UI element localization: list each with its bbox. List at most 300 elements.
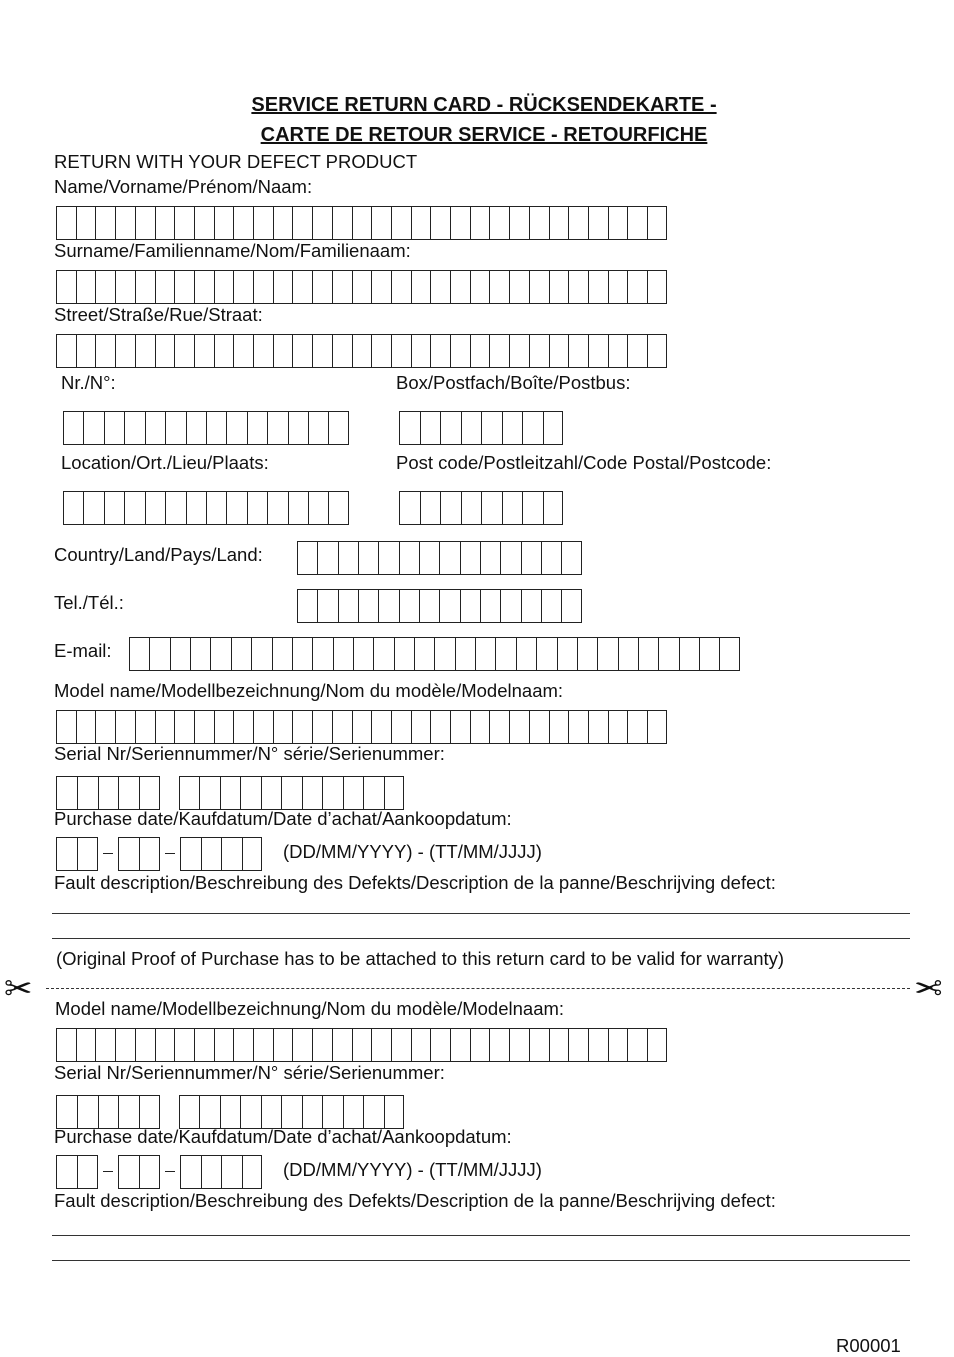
purchase-day-boxes-lower[interactable] [56, 1155, 98, 1189]
entry-box-cell[interactable] [273, 335, 293, 367]
entry-box-cell[interactable] [502, 412, 523, 444]
entry-box-cell[interactable] [363, 1096, 383, 1128]
entry-box-cell[interactable] [516, 638, 536, 670]
entry-box-cell[interactable] [521, 590, 541, 622]
entry-box-cell[interactable] [124, 492, 144, 524]
entry-box-cell[interactable] [411, 271, 431, 303]
entry-box-cell[interactable] [308, 492, 328, 524]
entry-box-cell[interactable] [719, 638, 739, 670]
entry-box-cell[interactable] [618, 638, 638, 670]
entry-box-cell[interactable] [77, 1156, 98, 1188]
entry-box-cell[interactable] [394, 638, 414, 670]
entry-box-cell[interactable] [411, 711, 431, 743]
entry-box-cell[interactable] [500, 542, 520, 574]
entry-box-cell[interactable] [221, 1156, 242, 1188]
model-boxes-lower[interactable] [56, 1028, 667, 1062]
entry-box-cell[interactable] [529, 207, 549, 239]
entry-box-cell[interactable] [352, 335, 372, 367]
entry-box-cell[interactable] [352, 1029, 372, 1061]
entry-box-cell[interactable] [470, 335, 490, 367]
entry-box-cell[interactable] [460, 542, 480, 574]
entry-box-cell[interactable] [411, 207, 431, 239]
entry-box-cell[interactable] [430, 271, 450, 303]
entry-box-cell[interactable] [568, 711, 588, 743]
entry-box-cell[interactable] [180, 838, 201, 870]
entry-box-cell[interactable] [434, 638, 454, 670]
entry-box-cell[interactable] [135, 1029, 155, 1061]
entry-box-cell[interactable] [343, 777, 363, 809]
entry-box-cell[interactable] [549, 1029, 569, 1061]
entry-box-cell[interactable] [135, 207, 155, 239]
entry-box-cell[interactable] [95, 271, 115, 303]
entry-box-cell[interactable] [194, 1029, 214, 1061]
entry-box-cell[interactable] [333, 638, 353, 670]
entry-box-cell[interactable] [186, 412, 206, 444]
entry-box-cell[interactable] [292, 1029, 312, 1061]
location-boxes[interactable] [63, 491, 349, 525]
entry-box-cell[interactable] [118, 838, 139, 870]
entry-box-cell[interactable] [430, 1029, 450, 1061]
entry-box-cell[interactable] [475, 638, 495, 670]
entry-box-cell[interactable] [155, 711, 175, 743]
entry-box-cell[interactable] [343, 1096, 363, 1128]
entry-box-cell[interactable] [338, 590, 358, 622]
entry-box-cell[interactable] [419, 542, 439, 574]
entry-box-cell[interactable] [391, 1029, 411, 1061]
entry-box-cell[interactable] [312, 271, 332, 303]
entry-box-cell[interactable] [253, 711, 273, 743]
entry-box-cell[interactable] [450, 335, 470, 367]
entry-box-cell[interactable] [247, 492, 267, 524]
entry-box-cell[interactable] [77, 1096, 98, 1128]
entry-box-cell[interactable] [500, 590, 520, 622]
entry-box-cell[interactable] [56, 1029, 76, 1061]
entry-box-cell[interactable] [165, 492, 185, 524]
serial-number-boxes[interactable] [179, 776, 404, 810]
entry-box-cell[interactable] [608, 1029, 628, 1061]
entry-box-cell[interactable] [281, 777, 301, 809]
entry-box-cell[interactable] [253, 271, 273, 303]
entry-box-cell[interactable] [174, 207, 194, 239]
entry-box-cell[interactable] [455, 638, 475, 670]
entry-box-cell[interactable] [95, 335, 115, 367]
serial-prefix-boxes[interactable] [56, 776, 160, 810]
entry-box-cell[interactable] [104, 412, 124, 444]
entry-box-cell[interactable] [481, 492, 502, 524]
entry-box-cell[interactable] [440, 412, 461, 444]
entry-box-cell[interactable] [145, 412, 165, 444]
entry-box-cell[interactable] [253, 1029, 273, 1061]
entry-box-cell[interactable] [470, 711, 490, 743]
entry-box-cell[interactable] [312, 638, 332, 670]
entry-box-cell[interactable] [170, 638, 190, 670]
entry-box-cell[interactable] [214, 271, 234, 303]
entry-box-cell[interactable] [261, 777, 281, 809]
entry-box-cell[interactable] [77, 838, 98, 870]
entry-box-cell[interactable] [214, 711, 234, 743]
entry-box-cell[interactable] [627, 207, 647, 239]
entry-box-cell[interactable] [627, 335, 647, 367]
entry-box-cell[interactable] [56, 335, 76, 367]
entry-box-cell[interactable] [638, 638, 658, 670]
entry-box-cell[interactable] [179, 1096, 199, 1128]
entry-box-cell[interactable] [56, 838, 77, 870]
entry-box-cell[interactable] [317, 590, 337, 622]
entry-box-cell[interactable] [543, 412, 564, 444]
entry-box-cell[interactable] [186, 492, 206, 524]
entry-box-cell[interactable] [460, 590, 480, 622]
entry-box-cell[interactable] [419, 590, 439, 622]
entry-box-cell[interactable] [411, 335, 431, 367]
entry-box-cell[interactable] [480, 542, 500, 574]
entry-box-cell[interactable] [194, 335, 214, 367]
street-boxes[interactable] [56, 334, 667, 368]
entry-box-cell[interactable] [588, 1029, 608, 1061]
entry-box-cell[interactable] [450, 271, 470, 303]
entry-box-cell[interactable] [76, 711, 96, 743]
entry-box-cell[interactable] [543, 492, 564, 524]
entry-box-cell[interactable] [322, 777, 342, 809]
entry-box-cell[interactable] [450, 1029, 470, 1061]
entry-box-cell[interactable] [371, 335, 391, 367]
entry-box-cell[interactable] [180, 1156, 201, 1188]
entry-box-cell[interactable] [568, 335, 588, 367]
tel-boxes[interactable] [297, 589, 582, 623]
entry-box-cell[interactable] [420, 412, 441, 444]
entry-box-cell[interactable] [242, 838, 263, 870]
entry-box-cell[interactable] [233, 1029, 253, 1061]
entry-box-cell[interactable] [174, 711, 194, 743]
entry-box-cell[interactable] [568, 1029, 588, 1061]
entry-box-cell[interactable] [391, 711, 411, 743]
entry-box-cell[interactable] [627, 1029, 647, 1061]
entry-box-cell[interactable] [214, 335, 234, 367]
entry-box-cell[interactable] [332, 1029, 352, 1061]
entry-box-cell[interactable] [549, 207, 569, 239]
entry-box-cell[interactable] [214, 207, 234, 239]
entry-box-cell[interactable] [439, 590, 459, 622]
entry-box-cell[interactable] [502, 492, 523, 524]
entry-box-cell[interactable] [568, 271, 588, 303]
entry-box-cell[interactable] [63, 412, 83, 444]
entry-box-cell[interactable] [98, 1096, 119, 1128]
entry-box-cell[interactable] [627, 711, 647, 743]
entry-box-cell[interactable] [509, 711, 529, 743]
entry-box-cell[interactable] [288, 492, 308, 524]
entry-box-cell[interactable] [371, 1029, 391, 1061]
entry-box-cell[interactable] [399, 492, 420, 524]
entry-box-cell[interactable] [302, 1096, 322, 1128]
entry-box-cell[interactable] [194, 711, 214, 743]
entry-box-cell[interactable] [220, 1096, 240, 1128]
fault-line-lower[interactable] [52, 1235, 910, 1236]
entry-box-cell[interactable] [312, 207, 332, 239]
entry-box-cell[interactable] [56, 207, 76, 239]
entry-box-cell[interactable] [358, 542, 378, 574]
fault-line-lower[interactable] [52, 1260, 910, 1261]
entry-box-cell[interactable] [647, 711, 667, 743]
entry-box-cell[interactable] [281, 1096, 301, 1128]
entry-box-cell[interactable] [292, 335, 312, 367]
entry-box-cell[interactable] [338, 542, 358, 574]
purchase-year-boxes-lower[interactable] [180, 1155, 262, 1189]
entry-box-cell[interactable] [430, 335, 450, 367]
entry-box-cell[interactable] [588, 207, 608, 239]
entry-box-cell[interactable] [480, 590, 500, 622]
entry-box-cell[interactable] [226, 412, 246, 444]
entry-box-cell[interactable] [561, 542, 581, 574]
box-boxes[interactable] [399, 411, 563, 445]
entry-box-cell[interactable] [56, 1156, 77, 1188]
entry-box-cell[interactable] [489, 271, 509, 303]
entry-box-cell[interactable] [76, 207, 96, 239]
entry-box-cell[interactable] [378, 590, 398, 622]
entry-box-cell[interactable] [317, 542, 337, 574]
purchase-month-boxes-lower[interactable] [118, 1155, 160, 1189]
entry-box-cell[interactable] [174, 335, 194, 367]
entry-box-cell[interactable] [647, 1029, 667, 1061]
entry-box-cell[interactable] [115, 271, 135, 303]
entry-box-cell[interactable] [522, 492, 543, 524]
entry-box-cell[interactable] [557, 638, 577, 670]
entry-box-cell[interactable] [461, 492, 482, 524]
entry-box-cell[interactable] [384, 777, 404, 809]
model-boxes[interactable] [56, 710, 667, 744]
entry-box-cell[interactable] [76, 1029, 96, 1061]
entry-box-cell[interactable] [63, 492, 83, 524]
entry-box-cell[interactable] [233, 207, 253, 239]
entry-box-cell[interactable] [115, 335, 135, 367]
entry-box-cell[interactable] [679, 638, 699, 670]
entry-box-cell[interactable] [439, 542, 459, 574]
entry-box-cell[interactable] [450, 207, 470, 239]
entry-box-cell[interactable] [273, 1029, 293, 1061]
entry-box-cell[interactable] [608, 711, 628, 743]
entry-box-cell[interactable] [174, 271, 194, 303]
entry-box-cell[interactable] [391, 271, 411, 303]
nr-boxes[interactable] [63, 411, 349, 445]
entry-box-cell[interactable] [391, 207, 411, 239]
entry-box-cell[interactable] [363, 777, 383, 809]
entry-box-cell[interactable] [430, 711, 450, 743]
entry-box-cell[interactable] [549, 271, 569, 303]
entry-box-cell[interactable] [240, 777, 260, 809]
entry-box-cell[interactable] [165, 412, 185, 444]
entry-box-cell[interactable] [194, 207, 214, 239]
entry-box-cell[interactable] [77, 777, 98, 809]
purchase-year-boxes[interactable] [180, 837, 262, 871]
entry-box-cell[interactable] [391, 335, 411, 367]
entry-box-cell[interactable] [247, 412, 267, 444]
entry-box-cell[interactable] [608, 207, 628, 239]
entry-box-cell[interactable] [371, 271, 391, 303]
entry-box-cell[interactable] [352, 271, 372, 303]
entry-box-cell[interactable] [549, 711, 569, 743]
entry-box-cell[interactable] [95, 711, 115, 743]
entry-box-cell[interactable] [399, 590, 419, 622]
entry-box-cell[interactable] [210, 638, 230, 670]
entry-box-cell[interactable] [273, 271, 293, 303]
surname-boxes[interactable] [56, 270, 667, 304]
purchase-day-boxes[interactable] [56, 837, 98, 871]
entry-box-cell[interactable] [201, 1156, 222, 1188]
entry-box-cell[interactable] [549, 335, 569, 367]
entry-box-cell[interactable] [371, 207, 391, 239]
entry-box-cell[interactable] [302, 777, 322, 809]
entry-box-cell[interactable] [253, 335, 273, 367]
entry-box-cell[interactable] [568, 207, 588, 239]
entry-box-cell[interactable] [226, 492, 246, 524]
entry-box-cell[interactable] [561, 590, 581, 622]
entry-box-cell[interactable] [461, 412, 482, 444]
entry-box-cell[interactable] [577, 638, 597, 670]
entry-box-cell[interactable] [273, 207, 293, 239]
entry-box-cell[interactable] [95, 207, 115, 239]
entry-box-cell[interactable] [292, 207, 312, 239]
entry-box-cell[interactable] [399, 412, 420, 444]
entry-box-cell[interactable] [489, 335, 509, 367]
entry-box-cell[interactable] [292, 638, 312, 670]
entry-box-cell[interactable] [450, 711, 470, 743]
entry-box-cell[interactable] [541, 542, 561, 574]
entry-box-cell[interactable] [135, 335, 155, 367]
entry-box-cell[interactable] [135, 271, 155, 303]
entry-box-cell[interactable] [233, 711, 253, 743]
entry-box-cell[interactable] [56, 777, 77, 809]
entry-box-cell[interactable] [129, 638, 149, 670]
entry-box-cell[interactable] [597, 638, 617, 670]
entry-box-cell[interactable] [124, 412, 144, 444]
entry-box-cell[interactable] [699, 638, 719, 670]
entry-box-cell[interactable] [509, 1029, 529, 1061]
entry-box-cell[interactable] [414, 638, 434, 670]
entry-box-cell[interactable] [470, 1029, 490, 1061]
entry-box-cell[interactable] [155, 1029, 175, 1061]
entry-box-cell[interactable] [297, 542, 317, 574]
entry-box-cell[interactable] [56, 711, 76, 743]
entry-box-cell[interactable] [384, 1096, 404, 1128]
entry-box-cell[interactable] [608, 271, 628, 303]
entry-box-cell[interactable] [332, 335, 352, 367]
entry-box-cell[interactable] [489, 711, 509, 743]
entry-box-cell[interactable] [139, 838, 160, 870]
entry-box-cell[interactable] [76, 335, 96, 367]
entry-box-cell[interactable] [272, 638, 292, 670]
entry-box-cell[interactable] [240, 1096, 260, 1128]
entry-box-cell[interactable] [352, 207, 372, 239]
entry-box-cell[interactable] [312, 1029, 332, 1061]
entry-box-cell[interactable] [253, 207, 273, 239]
entry-box-cell[interactable] [608, 335, 628, 367]
entry-box-cell[interactable] [194, 271, 214, 303]
entry-box-cell[interactable] [206, 492, 226, 524]
entry-box-cell[interactable] [529, 1029, 549, 1061]
entry-box-cell[interactable] [221, 838, 242, 870]
entry-box-cell[interactable] [588, 271, 608, 303]
name-boxes[interactable] [56, 206, 667, 240]
entry-box-cell[interactable] [322, 1096, 342, 1128]
serial-prefix-boxes-lower[interactable] [56, 1095, 160, 1129]
entry-box-cell[interactable] [411, 1029, 431, 1061]
entry-box-cell[interactable] [251, 638, 271, 670]
entry-box-cell[interactable] [199, 777, 219, 809]
entry-box-cell[interactable] [220, 777, 240, 809]
entry-box-cell[interactable] [495, 638, 515, 670]
entry-box-cell[interactable] [399, 542, 419, 574]
entry-box-cell[interactable] [352, 711, 372, 743]
entry-box-cell[interactable] [312, 711, 332, 743]
entry-box-cell[interactable] [206, 412, 226, 444]
entry-box-cell[interactable] [155, 271, 175, 303]
entry-box-cell[interactable] [267, 412, 287, 444]
entry-box-cell[interactable] [98, 777, 119, 809]
fault-line[interactable] [52, 938, 910, 939]
entry-box-cell[interactable] [118, 777, 139, 809]
entry-box-cell[interactable] [332, 271, 352, 303]
entry-box-cell[interactable] [541, 590, 561, 622]
entry-box-cell[interactable] [529, 271, 549, 303]
entry-box-cell[interactable] [145, 492, 165, 524]
entry-box-cell[interactable] [658, 638, 678, 670]
country-boxes[interactable] [297, 541, 582, 575]
entry-box-cell[interactable] [358, 590, 378, 622]
entry-box-cell[interactable] [115, 207, 135, 239]
entry-box-cell[interactable] [588, 335, 608, 367]
entry-box-cell[interactable] [521, 542, 541, 574]
entry-box-cell[interactable] [115, 1029, 135, 1061]
entry-box-cell[interactable] [95, 1029, 115, 1061]
entry-box-cell[interactable] [233, 271, 253, 303]
email-boxes[interactable] [129, 637, 740, 671]
entry-box-cell[interactable] [267, 492, 287, 524]
entry-box-cell[interactable] [201, 838, 222, 870]
entry-box-cell[interactable] [297, 590, 317, 622]
entry-box-cell[interactable] [104, 492, 124, 524]
entry-box-cell[interactable] [332, 711, 352, 743]
purchase-month-boxes[interactable] [118, 837, 160, 871]
serial-number-boxes-lower[interactable] [179, 1095, 404, 1129]
entry-box-cell[interactable] [231, 638, 251, 670]
entry-box-cell[interactable] [292, 711, 312, 743]
entry-box-cell[interactable] [76, 271, 96, 303]
entry-box-cell[interactable] [509, 207, 529, 239]
entry-box-cell[interactable] [261, 1096, 281, 1128]
entry-box-cell[interactable] [332, 207, 352, 239]
entry-box-cell[interactable] [536, 638, 556, 670]
entry-box-cell[interactable] [288, 412, 308, 444]
entry-box-cell[interactable] [440, 492, 461, 524]
entry-box-cell[interactable] [308, 412, 328, 444]
entry-box-cell[interactable] [190, 638, 210, 670]
entry-box-cell[interactable] [647, 207, 667, 239]
entry-box-cell[interactable] [139, 777, 160, 809]
entry-box-cell[interactable] [470, 207, 490, 239]
entry-box-cell[interactable] [56, 1096, 77, 1128]
entry-box-cell[interactable] [174, 1029, 194, 1061]
entry-box-cell[interactable] [273, 711, 293, 743]
entry-box-cell[interactable] [292, 271, 312, 303]
entry-box-cell[interactable] [328, 412, 348, 444]
entry-box-cell[interactable] [529, 711, 549, 743]
entry-box-cell[interactable] [529, 335, 549, 367]
entry-box-cell[interactable] [522, 412, 543, 444]
entry-box-cell[interactable] [139, 1156, 160, 1188]
entry-box-cell[interactable] [199, 1096, 219, 1128]
entry-box-cell[interactable] [155, 207, 175, 239]
entry-box-cell[interactable] [373, 638, 393, 670]
entry-box-cell[interactable] [470, 271, 490, 303]
entry-box-cell[interactable] [627, 271, 647, 303]
